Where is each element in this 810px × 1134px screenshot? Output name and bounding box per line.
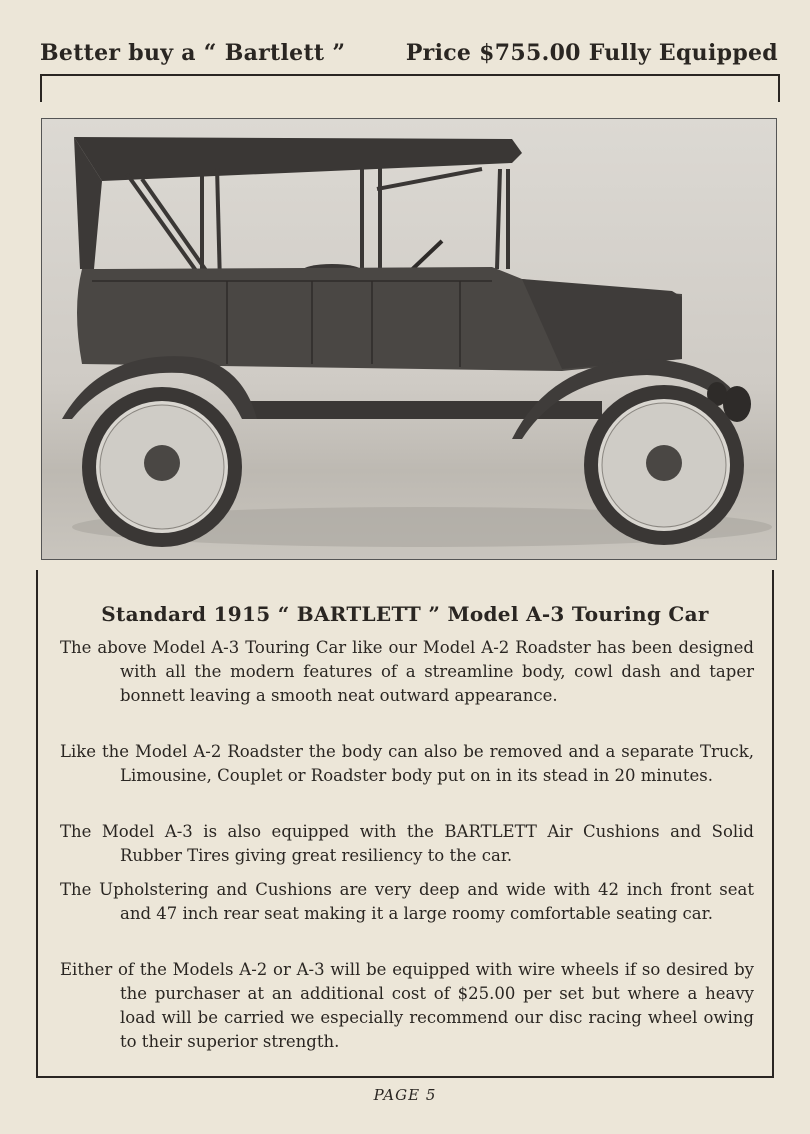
paragraph-upholstering: The Upholstering and Cushions are very deep and wide with 42 inch front seat and 47 inch rear seat making it a large roomy comfortable seating car. — [60, 880, 754, 923]
description-box — [36, 570, 774, 1078]
header-rule — [40, 74, 780, 76]
page-number: PAGE 5 — [373, 1086, 437, 1104]
touring-car-illustration — [42, 119, 777, 560]
header-rule-left-tick — [40, 74, 42, 102]
paragraph-air-cushions: The Model A-3 is also equipped with the BARTLETT Air Cushions and Solid Rubber Tires giving great resiliency to the car. — [60, 822, 754, 865]
car-photo — [41, 118, 777, 560]
header-price: Price $755.00 Fully Equipped — [405, 40, 778, 66]
paragraph-wire-wheels: Either of the Models A-2 or A-3 will be equipped with wire wheels if so desired by the purchaser at an additional cost of $25.00 per set but where a heavy load will be carried we especially recommend our disc racing wheel owing to their superior strength. — [60, 960, 754, 1051]
paragraph-body-removal: Like the Model A-2 Roadster the body can also be removed and a separate Truck, Limousine, Couplet or Roadster body put on in its stead in 20 minutes. — [60, 742, 754, 785]
header-slogan: Better buy a “ Bartlett ” — [40, 40, 346, 66]
article-title: Standard 1915 “ BARTLETT ” Model A-3 Touring Car — [101, 602, 709, 626]
header-rule-right-tick — [778, 74, 780, 102]
paragraph-design: The above Model A-3 Touring Car like our Model A-2 Roadster has been designed with all the modern features of a streamline body, cowl dash and taper bonnett leaving a smooth neat outward appearance. — [60, 638, 754, 705]
